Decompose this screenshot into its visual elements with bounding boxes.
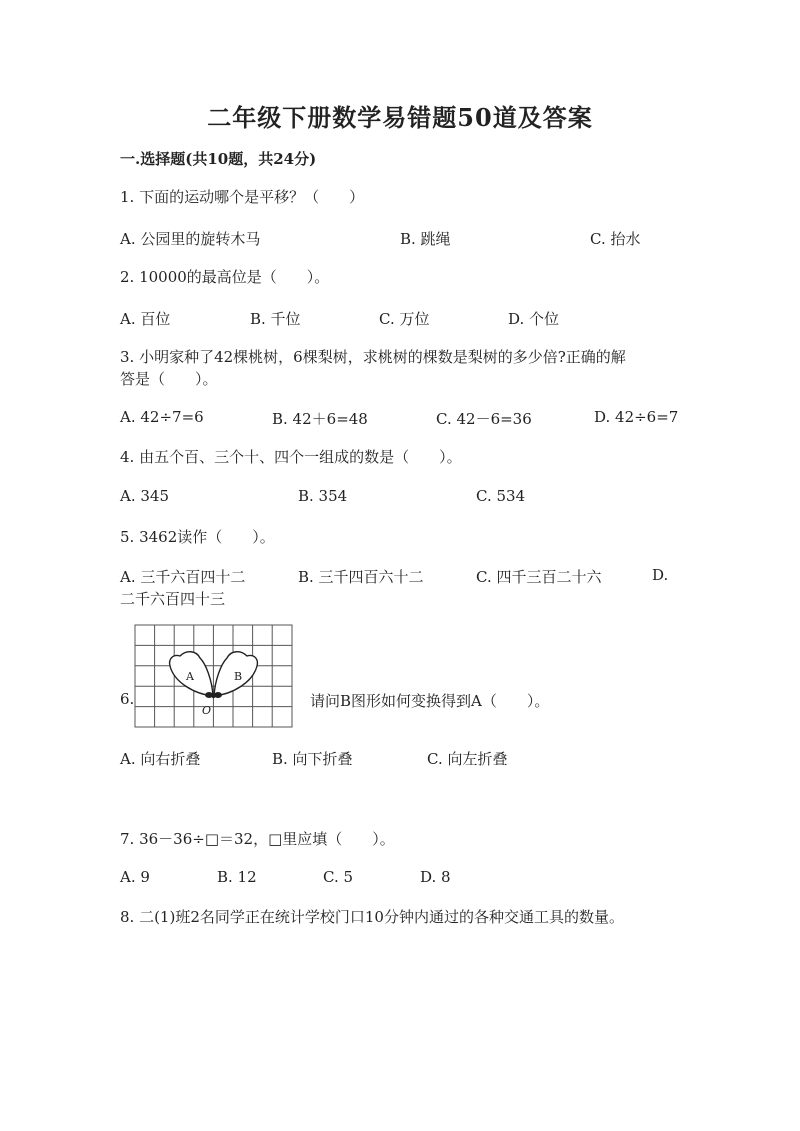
question-6-number: 6. bbox=[120, 690, 135, 708]
q7-option-c[interactable]: C. 5 bbox=[323, 868, 354, 886]
question-2: 2. 10000的最高位是（ ）。 bbox=[120, 268, 330, 286]
q1-option-c[interactable]: C. 抬水 bbox=[590, 230, 641, 248]
question-4: 4. 由五个百、三个十、四个一组成的数是（ ）。 bbox=[120, 448, 462, 466]
q2-option-a[interactable]: A. 百位 bbox=[120, 310, 171, 328]
q5-option-c[interactable]: C. 四千三百二十六 bbox=[476, 568, 602, 586]
q4-option-c[interactable]: C. 534 bbox=[476, 487, 526, 505]
q7-option-a[interactable]: A. 9 bbox=[120, 868, 150, 886]
q2-option-b[interactable]: B. 千位 bbox=[250, 310, 301, 328]
leaf-grid-diagram bbox=[134, 624, 294, 730]
question-3-line1: 3. 小明家种了42棵桃树，6棵梨树，求桃树的棵数是梨树的多少倍?正确的解 bbox=[120, 348, 626, 366]
question-7: 7. 36－36÷□＝32，□里应填（ ）。 bbox=[120, 830, 395, 848]
q2-option-c[interactable]: C. 万位 bbox=[379, 310, 430, 328]
q1-option-a[interactable]: A. 公园里的旋转木马 bbox=[120, 230, 261, 248]
q5-option-b[interactable]: B. 三千四百六十二 bbox=[298, 568, 424, 586]
label-b: B bbox=[234, 670, 243, 683]
question-6: 请问B图形如何变换得到A（ ）。 bbox=[310, 692, 550, 710]
q3-option-a[interactable]: A. 42÷7=6 bbox=[120, 408, 204, 426]
section-heading: 一.选择题(共10题，共24分) bbox=[120, 150, 317, 168]
q6-option-b[interactable]: B. 向下折叠 bbox=[272, 750, 353, 768]
question-5: 5. 3462读作（ ）。 bbox=[120, 528, 275, 546]
question-1: 1. 下面的运动哪个是平移？（ ） bbox=[120, 188, 365, 206]
q3-option-b[interactable]: B. 42＋6=48 bbox=[272, 410, 368, 428]
q5-option-d-continued[interactable]: 二千六百四十三 bbox=[120, 590, 226, 608]
q6-option-a[interactable]: A. 向右折叠 bbox=[120, 750, 201, 768]
q7-option-d[interactable]: D. 8 bbox=[420, 868, 451, 886]
q7-option-b[interactable]: B. 12 bbox=[217, 868, 257, 886]
page-title: 二年级下册数学易错题50道及答案 bbox=[207, 103, 593, 132]
q4-option-b[interactable]: B. 354 bbox=[298, 487, 348, 505]
q1-option-b[interactable]: B. 跳绳 bbox=[400, 230, 451, 248]
q3-option-c[interactable]: C. 42－6=36 bbox=[436, 410, 532, 428]
grid-lines bbox=[135, 625, 292, 727]
q2-option-d[interactable]: D. 个位 bbox=[508, 310, 560, 328]
label-a: A bbox=[186, 670, 194, 683]
question-3-line2: 答是（ ）。 bbox=[120, 370, 218, 388]
q5-option-a[interactable]: A. 三千六百四十二 bbox=[120, 568, 246, 586]
q5-option-d[interactable]: D. bbox=[652, 566, 669, 584]
question-8: 8. 二(1)班2名同学正在统计学校门口10分钟内通过的各种交通工具的数量。 bbox=[120, 908, 624, 926]
q4-option-a[interactable]: A. 345 bbox=[120, 487, 169, 505]
q3-option-d[interactable]: D. 42÷6=7 bbox=[594, 408, 679, 426]
label-o: O bbox=[202, 704, 212, 717]
grid-figure bbox=[134, 624, 294, 730]
q6-option-c[interactable]: C. 向左折叠 bbox=[427, 750, 508, 768]
